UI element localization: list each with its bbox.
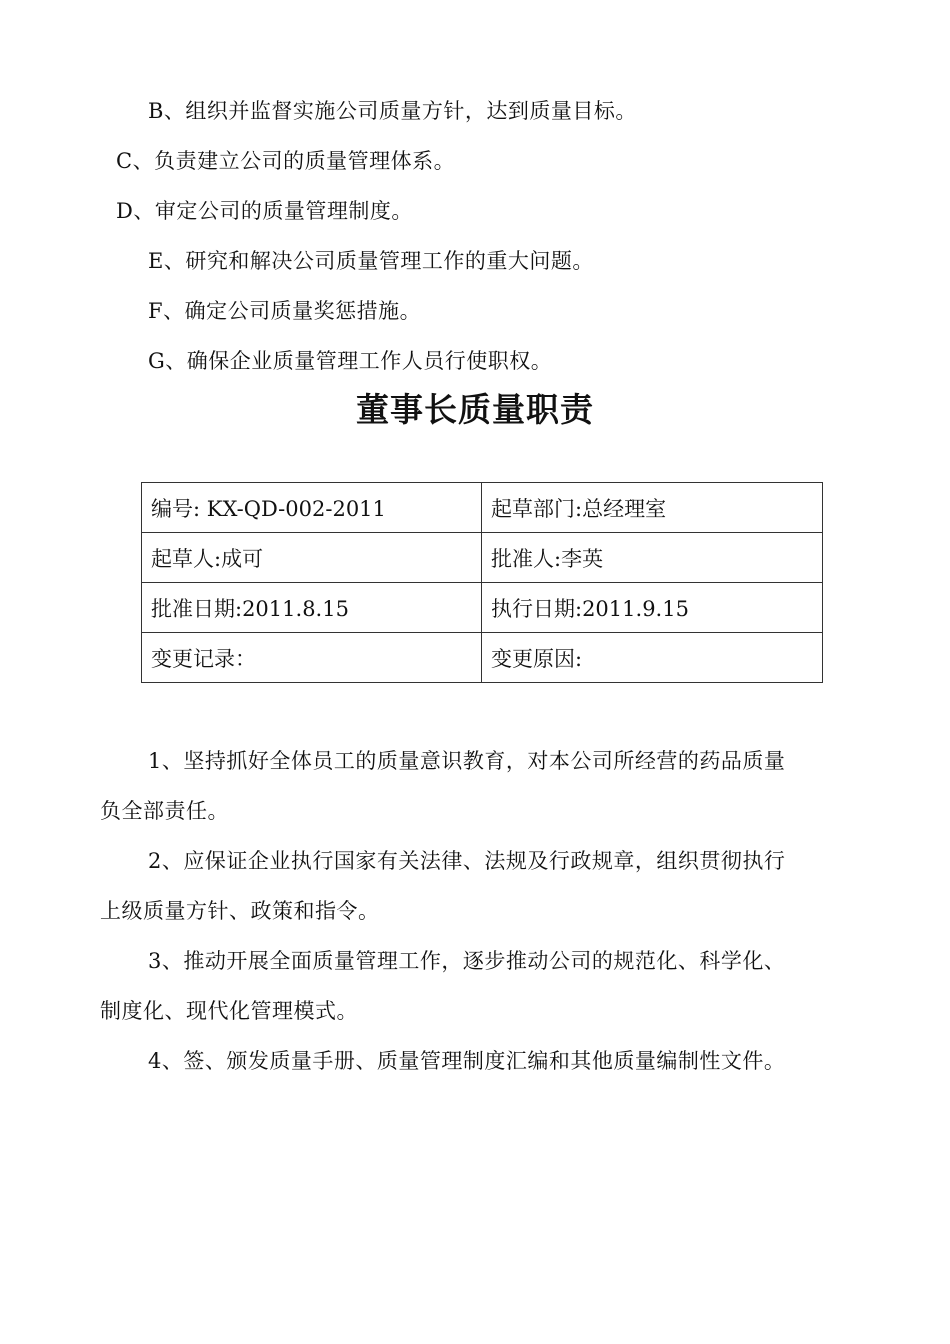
drafter-cell: 起草人:成可 [142, 533, 482, 583]
document-number-cell: 编号: KX-QD-002-2011 [142, 483, 482, 533]
approval-date-cell: 批准日期:2011.8.15 [142, 583, 482, 633]
intro-item-c: C、负责建立公司的质量管理体系。 [116, 149, 456, 173]
intro-item-g: G、确保企业质量管理工作人员行使职权。 [148, 349, 553, 373]
duty-2-line-2: 上级质量方针、政策和指令。 [100, 899, 380, 923]
duty-2-line-1: 2、应保证企业执行国家有关法律、法规及行政规章，组织贯彻执行 [148, 849, 786, 873]
approver-cell: 批准人:李英 [482, 533, 823, 583]
duty-4-line-1: 4、签、颁发质量手册、质量管理制度汇编和其他质量编制性文件。 [148, 1049, 786, 1073]
effective-date-cell: 执行日期:2011.9.15 [482, 583, 823, 633]
table-row [142, 583, 823, 633]
section-title: 董事长质量职责 [356, 390, 594, 429]
duty-3-line-1: 3、推动开展全面质量管理工作，逐步推动公司的规范化、科学化、 [148, 949, 786, 973]
drafting-department-cell: 起草部门:总经理室 [482, 483, 823, 533]
change-record-cell: 变更记录： [142, 633, 482, 683]
table-row [142, 633, 823, 683]
document-info-table [141, 482, 823, 683]
intro-item-f: F、确定公司质量奖惩措施。 [148, 299, 422, 323]
table-row [142, 483, 823, 533]
intro-item-b: B、组织并监督实施公司质量方针，达到质量目标。 [148, 99, 637, 123]
duty-1-line-1: 1、坚持抓好全体员工的质量意识教育，对本公司所经营的药品质量 [148, 749, 786, 773]
table-row [142, 533, 823, 583]
duty-1-line-2: 负全部责任。 [100, 799, 229, 823]
intro-item-d: D、审定公司的质量管理制度。 [116, 199, 413, 223]
duty-3-line-2: 制度化、现代化管理模式。 [100, 999, 358, 1023]
intro-item-e: E、研究和解决公司质量管理工作的重大问题。 [148, 249, 594, 273]
change-reason-cell: 变更原因: [482, 633, 823, 683]
